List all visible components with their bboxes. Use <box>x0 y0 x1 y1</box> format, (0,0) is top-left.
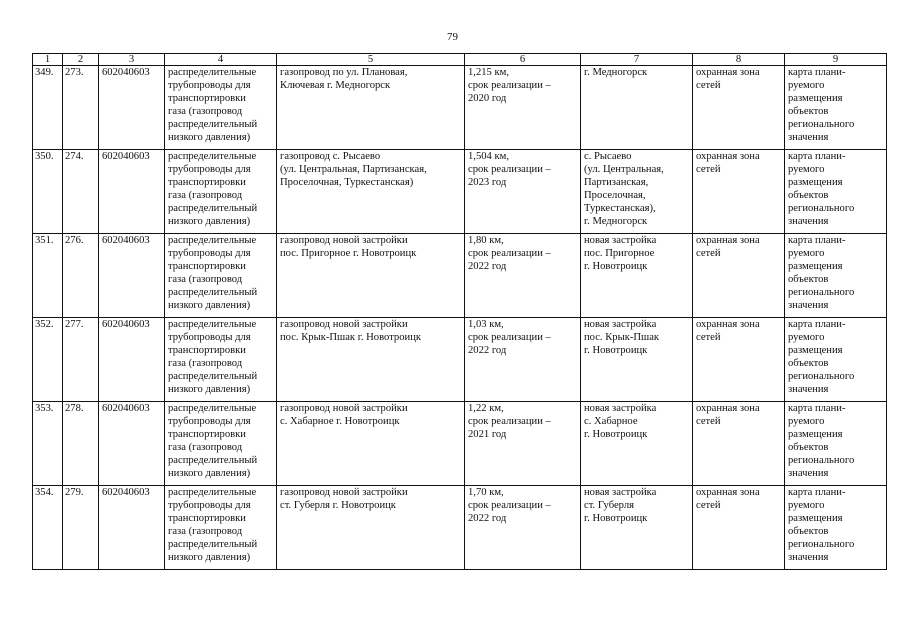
cell-line: значения <box>788 467 829 479</box>
cell-line: распределительный <box>168 286 258 298</box>
cell-line: пос. Крык-Пшак г. Новотроицк <box>280 331 422 343</box>
source-cell <box>785 234 887 318</box>
secondary-number-cell: 276. <box>63 234 99 318</box>
cell-line: газопровод новой застройки <box>280 487 408 498</box>
cell-line: объектов <box>788 357 829 369</box>
cell-line: ст. Губерля г. Новотроицк <box>280 499 396 511</box>
cell-line: регионального <box>788 538 855 550</box>
cell-line: газа (газопровод <box>168 525 243 537</box>
cell-line: 1,504 км, <box>468 151 509 162</box>
cell-line: распределительный <box>168 538 258 550</box>
cell-line: руемого <box>788 331 825 343</box>
cell-line: охранная зона <box>696 151 760 162</box>
cell-line: 2022 год <box>468 260 507 272</box>
cell-line: распределительный <box>168 454 258 466</box>
cell-line: газа (газопровод <box>168 189 243 201</box>
cell-line: 2023 год <box>468 176 507 188</box>
cell-line: низкого давления) <box>168 467 251 479</box>
cell-line: охранная зона <box>696 319 760 330</box>
location-cell <box>581 234 693 318</box>
cell-line: трубопроводы для <box>168 163 251 175</box>
cell-line: распределительные <box>168 487 257 498</box>
object-type-cell <box>165 66 277 150</box>
protection-zone-cell <box>693 318 785 402</box>
cell-line: Проселочная, Туркестанская) <box>280 176 414 188</box>
cell-line: газа (газопровод <box>168 273 243 285</box>
cell-line: трубопроводы для <box>168 79 251 91</box>
column-header: 2 <box>63 54 99 66</box>
object-type-cell <box>165 150 277 234</box>
cell-line: пос. Крык-Пшак <box>584 331 660 343</box>
cell-line: г. Медногорск <box>584 67 648 78</box>
cell-line: Партизанская, <box>584 176 649 188</box>
cell-line: регионального <box>788 286 855 298</box>
cell-line: руемого <box>788 163 825 175</box>
protection-zone-cell <box>693 402 785 486</box>
table-row <box>33 66 887 150</box>
source-cell <box>785 486 887 570</box>
object-type-cell <box>165 402 277 486</box>
object-code-cell: 602040603 <box>99 150 165 234</box>
secondary-number-cell: 274. <box>63 150 99 234</box>
row-number-cell: 352. <box>33 318 63 402</box>
cell-line: распределительные <box>168 67 257 78</box>
cell-line: распределительный <box>168 118 258 130</box>
cell-line: объектов <box>788 273 829 285</box>
cell-line: карта плани- <box>788 319 846 330</box>
column-header: 5 <box>277 54 465 66</box>
cell-line: низкого давления) <box>168 215 251 227</box>
cell-line: низкого давления) <box>168 131 251 143</box>
cell-line: сетей <box>696 499 721 511</box>
cell-line: охранная зона <box>696 235 760 246</box>
cell-line: охранная зона <box>696 487 760 498</box>
cell-line: сетей <box>696 163 721 175</box>
cell-line: значения <box>788 215 829 227</box>
cell-line: распределительный <box>168 202 258 214</box>
cell-line: размещения <box>788 176 843 188</box>
secondary-number-cell: 279. <box>63 486 99 570</box>
column-header: 8 <box>693 54 785 66</box>
cell-line: руемого <box>788 247 825 259</box>
cell-line: охранная зона <box>696 67 760 78</box>
object-name-cell <box>277 66 465 150</box>
cell-line: распределительные <box>168 235 257 246</box>
cell-line: 2022 год <box>468 344 507 356</box>
column-header: 6 <box>465 54 581 66</box>
cell-line: газа (газопровод <box>168 357 243 369</box>
secondary-number-cell: 273. <box>63 66 99 150</box>
object-code-cell: 602040603 <box>99 234 165 318</box>
source-cell <box>785 402 887 486</box>
cell-line: распределительные <box>168 403 257 414</box>
cell-line: трубопроводы для <box>168 247 251 259</box>
table-row <box>33 486 887 570</box>
cell-line: 2022 год <box>468 512 507 524</box>
cell-line: 2021 год <box>468 428 507 440</box>
cell-line: новая застройка <box>584 487 657 498</box>
cell-line: охранная зона <box>696 403 760 414</box>
table-row <box>33 402 887 486</box>
cell-line: г. Новотроицк <box>584 512 648 524</box>
object-name-cell <box>277 150 465 234</box>
cell-line: размещения <box>788 512 843 524</box>
cell-line: сетей <box>696 415 721 427</box>
object-code-cell: 602040603 <box>99 486 165 570</box>
cell-line: транспортировки <box>168 512 246 524</box>
cell-line: регионального <box>788 370 855 382</box>
cell-line: значения <box>788 383 829 395</box>
page-number: 79 <box>447 31 458 43</box>
cell-line: с. Рысаево <box>584 151 632 162</box>
cell-line: газа (газопровод <box>168 441 243 453</box>
object-name-cell <box>277 402 465 486</box>
cell-line: с. Хабарное г. Новотроицк <box>280 415 400 427</box>
cell-line: транспортировки <box>168 344 246 356</box>
cell-line: карта плани- <box>788 235 846 246</box>
cell-line: объектов <box>788 441 829 453</box>
cell-line: г. Медногорск <box>584 215 648 227</box>
cell-line: руемого <box>788 79 825 91</box>
cell-line: Проселочная, <box>584 189 646 201</box>
cell-line: г. Новотроицк <box>584 344 648 356</box>
cell-line: распределительные <box>168 151 257 162</box>
table-row <box>33 318 887 402</box>
column-header: 3 <box>99 54 165 66</box>
cell-line: пос. Пригорное <box>584 247 655 259</box>
cell-line: (ул. Центральная, Партизанская, <box>280 163 427 175</box>
cell-line: г. Новотроицк <box>584 428 648 440</box>
cell-line: карта плани- <box>788 67 846 78</box>
cell-line: новая застройка <box>584 319 657 330</box>
row-number-cell: 351. <box>33 234 63 318</box>
cell-line: размещения <box>788 92 843 104</box>
cell-line: срок реализации – <box>468 163 551 175</box>
column-header: 4 <box>165 54 277 66</box>
object-parameters-cell <box>465 66 581 150</box>
cell-line: низкого давления) <box>168 551 251 563</box>
location-cell <box>581 402 693 486</box>
location-cell <box>581 318 693 402</box>
cell-line: регионального <box>788 454 855 466</box>
cell-line: ст. Губерля <box>584 499 634 511</box>
cell-line: карта плани- <box>788 151 846 162</box>
cell-line: трубопроводы для <box>168 415 251 427</box>
cell-line: газопровод новой застройки <box>280 235 408 246</box>
cell-line: сетей <box>696 331 721 343</box>
cell-line: Туркестанская), <box>584 202 656 214</box>
object-parameters-cell <box>465 318 581 402</box>
object-code-cell: 602040603 <box>99 402 165 486</box>
cell-line: транспортировки <box>168 428 246 440</box>
table-body <box>33 66 887 570</box>
cell-line: размещения <box>788 344 843 356</box>
cell-line: значения <box>788 551 829 563</box>
cell-line: сетей <box>696 247 721 259</box>
cell-line: размещения <box>788 428 843 440</box>
column-header: 1 <box>33 54 63 66</box>
cell-line: руемого <box>788 499 825 511</box>
cell-line: 1,70 км, <box>468 487 504 498</box>
object-code-cell: 602040603 <box>99 318 165 402</box>
object-name-cell <box>277 486 465 570</box>
secondary-number-cell: 277. <box>63 318 99 402</box>
cell-line: газопровод по ул. Плановая, <box>280 67 408 78</box>
cell-line: регионального <box>788 202 855 214</box>
protection-zone-cell <box>693 66 785 150</box>
object-name-cell <box>277 234 465 318</box>
row-number-cell: 353. <box>33 402 63 486</box>
cell-line: срок реализации – <box>468 331 551 343</box>
objects-table <box>32 53 887 570</box>
cell-line: низкого давления) <box>168 383 251 395</box>
cell-line: распределительные <box>168 319 257 330</box>
object-code-cell: 602040603 <box>99 66 165 150</box>
cell-line: газопровод новой застройки <box>280 319 408 330</box>
object-parameters-cell <box>465 234 581 318</box>
object-type-cell <box>165 486 277 570</box>
cell-line: распределительный <box>168 370 258 382</box>
cell-line: регионального <box>788 118 855 130</box>
cell-line: трубопроводы для <box>168 499 251 511</box>
cell-line: руемого <box>788 415 825 427</box>
cell-line: новая застройка <box>584 403 657 414</box>
cell-line: пос. Пригорное г. Новотроицк <box>280 247 417 259</box>
location-cell <box>581 150 693 234</box>
protection-zone-cell <box>693 234 785 318</box>
object-parameters-cell <box>465 402 581 486</box>
column-header: 7 <box>581 54 693 66</box>
cell-line: 1,80 км, <box>468 235 504 246</box>
cell-line: срок реализации – <box>468 415 551 427</box>
cell-line: газопровод с. Рысаево <box>280 151 381 162</box>
object-type-cell <box>165 234 277 318</box>
source-cell <box>785 66 887 150</box>
protection-zone-cell <box>693 150 785 234</box>
cell-line: срок реализации – <box>468 499 551 511</box>
protection-zone-cell <box>693 486 785 570</box>
cell-line: газопровод новой застройки <box>280 403 408 414</box>
object-parameters-cell <box>465 150 581 234</box>
cell-line: срок реализации – <box>468 247 551 259</box>
cell-line: газа (газопровод <box>168 105 243 117</box>
row-number-cell: 354. <box>33 486 63 570</box>
cell-line: транспортировки <box>168 176 246 188</box>
cell-line: объектов <box>788 105 829 117</box>
cell-line: с. Хабарное <box>584 415 638 427</box>
cell-line: транспортировки <box>168 260 246 272</box>
table-header <box>33 54 887 66</box>
cell-line: 1,03 км, <box>468 319 504 330</box>
cell-line: (ул. Центральная, <box>584 163 664 175</box>
cell-line: объектов <box>788 189 829 201</box>
column-header: 9 <box>785 54 887 66</box>
cell-line: низкого давления) <box>168 299 251 311</box>
cell-line: срок реализации – <box>468 79 551 91</box>
table-row <box>33 234 887 318</box>
cell-line: объектов <box>788 525 829 537</box>
row-number-cell: 350. <box>33 150 63 234</box>
cell-line: значения <box>788 299 829 311</box>
object-type-cell <box>165 318 277 402</box>
location-cell <box>581 486 693 570</box>
cell-line: г. Новотроицк <box>584 260 648 272</box>
cell-line: сетей <box>696 79 721 91</box>
cell-line: 2020 год <box>468 92 507 104</box>
cell-line: размещения <box>788 260 843 272</box>
source-cell <box>785 318 887 402</box>
cell-line: 1,215 км, <box>468 67 509 78</box>
object-parameters-cell <box>465 486 581 570</box>
source-cell <box>785 150 887 234</box>
cell-line: новая застройка <box>584 235 657 246</box>
cell-line: трубопроводы для <box>168 331 251 343</box>
table-row <box>33 150 887 234</box>
row-number-cell: 349. <box>33 66 63 150</box>
secondary-number-cell: 278. <box>63 402 99 486</box>
cell-line: Ключевая г. Медногорск <box>280 79 391 91</box>
cell-line: карта плани- <box>788 487 846 498</box>
object-name-cell <box>277 318 465 402</box>
cell-line: транспортировки <box>168 92 246 104</box>
cell-line: значения <box>788 131 829 143</box>
cell-line: карта плани- <box>788 403 846 414</box>
cell-line: 1,22 км, <box>468 403 504 414</box>
location-cell <box>581 66 693 150</box>
